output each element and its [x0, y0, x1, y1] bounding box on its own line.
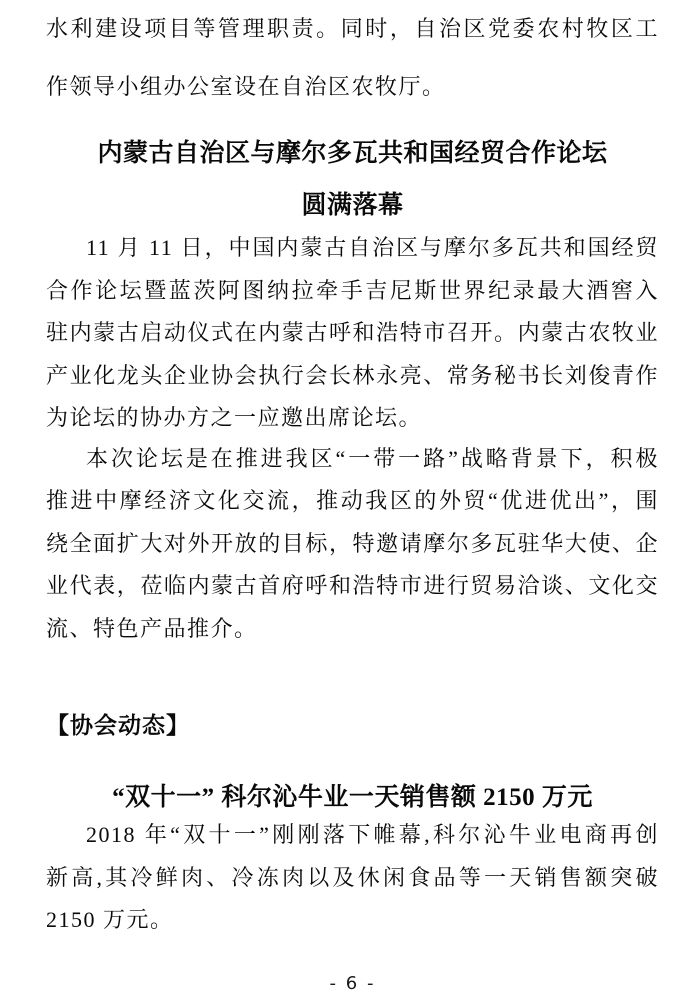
forum-title-line-2: 圆满落幕 — [301, 192, 404, 219]
paragraph-line: 绕全面扩大对外开放的目标，特邀请摩尔多瓦驻华大使、企 — [46, 530, 659, 556]
paragraph-line: 为论坛的协办方之一应邀出席论坛。 — [46, 405, 423, 430]
paragraph-line: 2018 年“双十一”刚刚落下帷幕,科尔沁牛业电商再创 — [86, 822, 659, 847]
paragraph-line: 新高,其冷鲜肉、冷冻肉以及休闲食品等一天销售额突破 — [46, 864, 659, 890]
page-number: - 6 - — [329, 972, 376, 994]
forum-article-title — [46, 128, 659, 232]
forum-paragraph-1 — [46, 227, 659, 440]
news-article-title: “双十一” 科尔沁牛业一天销售额 2150 万元 — [112, 784, 593, 811]
paragraph-line: 本次论坛是在推进我区“一带一路”战略背景下，积极 — [86, 445, 659, 471]
forum-paragraph-2 — [46, 438, 659, 651]
paragraph-line: 驻内蒙古启动仪式在内蒙古呼和浩特市召开。内蒙古农牧业 — [46, 320, 659, 345]
paragraph-line: 2150 万元。 — [46, 907, 174, 932]
forum-title-line-1: 内蒙古自治区与摩尔多瓦共和国经贸合作论坛 — [97, 140, 608, 167]
intro-paragraph — [46, 0, 659, 116]
paragraph-line: 水利建设项目等管理职责。同时，自治区党委农村牧区工 — [46, 16, 659, 41]
paragraph-line: 推进中摩经济文化交流，推动我区的外贸“优进优出”，围 — [46, 488, 659, 513]
paragraph-line: 流、特色产品推介。 — [46, 615, 258, 641]
paragraph-line: 产业化龙头企业协会执行会长林永亮、常务秘书长刘俊青作 — [46, 362, 659, 388]
news-paragraph-1 — [46, 814, 659, 942]
paragraph-line: 业代表，莅临内蒙古首府呼和浩特市进行贸易洽谈、文化交 — [46, 573, 659, 598]
paragraph-line: 作领导小组办公室设在自治区农牧厅。 — [46, 74, 446, 99]
paragraph-line: 合作论坛暨蓝茨阿图纳拉牵手吉尼斯世界纪录最大酒窖入 — [46, 277, 659, 303]
paragraph-line: 11 月 11 日，中国内蒙古自治区与摩尔多瓦共和国经贸 — [86, 235, 659, 260]
section-label: 【协会动态】 — [46, 712, 190, 738]
